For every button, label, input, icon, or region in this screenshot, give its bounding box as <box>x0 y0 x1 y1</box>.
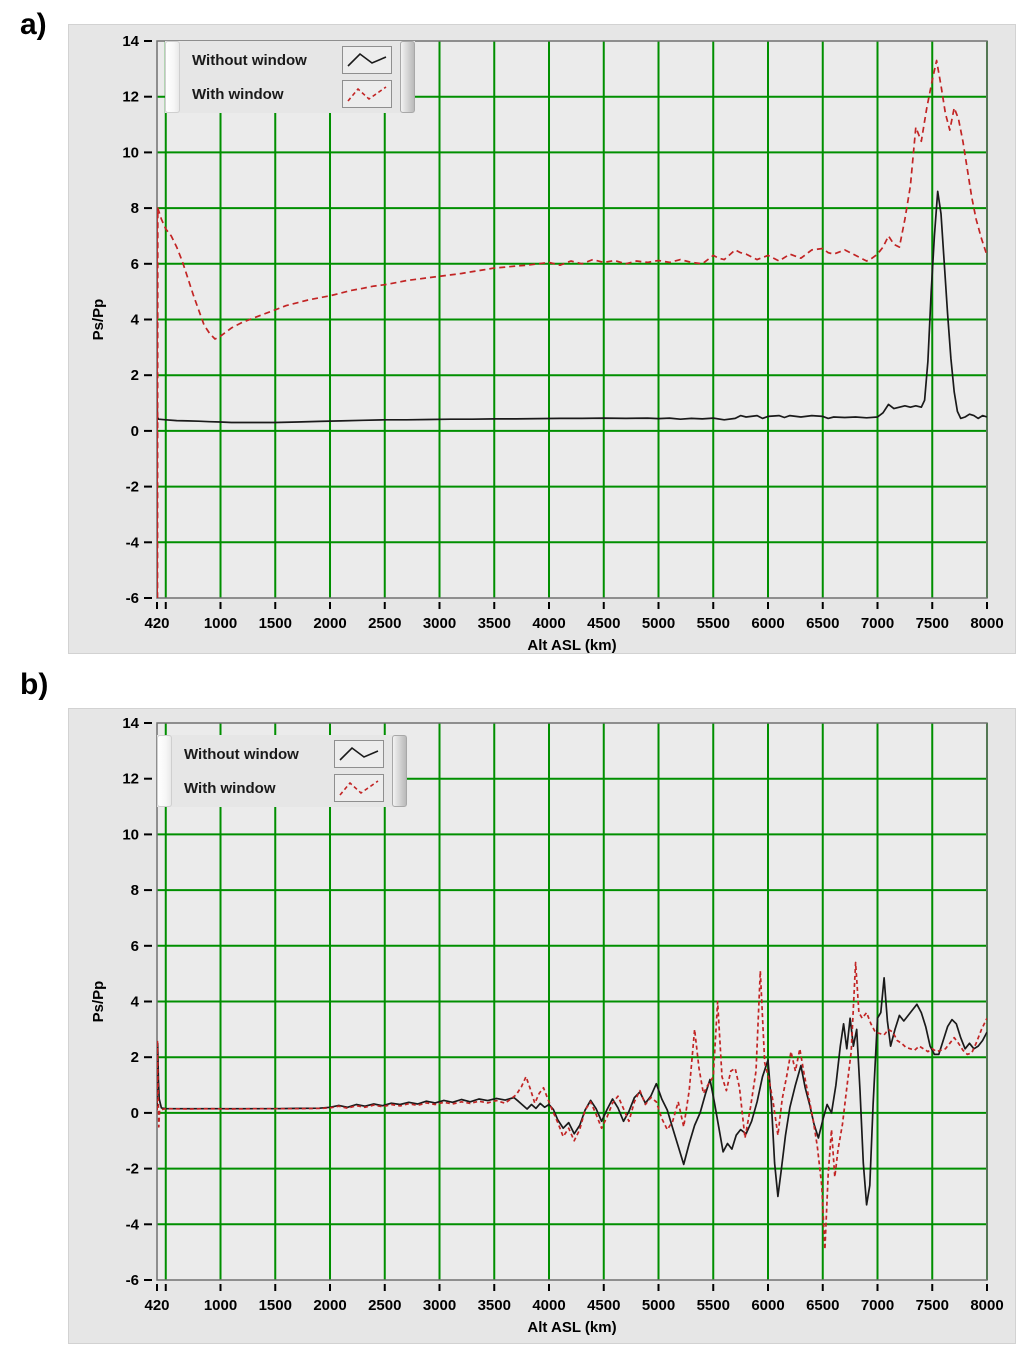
chart-panel-b <box>68 708 1016 1344</box>
svg-text:6500: 6500 <box>806 615 840 632</box>
svg-text:7000: 7000 <box>860 615 895 632</box>
legend-scroll-cap-right <box>400 41 415 113</box>
svg-text:420: 420 <box>144 615 170 632</box>
svg-text:2000: 2000 <box>313 615 347 632</box>
legend-line-sample-solid <box>342 46 392 74</box>
svg-text:2500: 2500 <box>368 615 402 632</box>
svg-text:5000: 5000 <box>641 615 676 632</box>
svg-text:8000: 8000 <box>970 1297 1004 1314</box>
svg-text:3500: 3500 <box>477 1297 511 1314</box>
svg-text:4500: 4500 <box>587 1297 621 1314</box>
svg-text:6000: 6000 <box>751 1297 785 1314</box>
svg-text:7500: 7500 <box>915 615 949 632</box>
svg-text:1000: 1000 <box>203 1297 238 1314</box>
svg-text:8: 8 <box>130 882 139 900</box>
svg-text:Ps/Pp: Ps/Pp <box>90 980 107 1023</box>
svg-text:5500: 5500 <box>696 615 730 632</box>
legend-line-sample-dashed <box>342 80 392 108</box>
svg-text:-4: -4 <box>125 534 139 552</box>
svg-text:3000: 3000 <box>422 615 457 632</box>
legend-item-with-window[interactable] <box>176 772 384 804</box>
svg-text:5000: 5000 <box>641 1297 676 1314</box>
figure-label-b: b) <box>20 668 49 701</box>
legend-rows <box>172 735 388 807</box>
svg-text:2: 2 <box>130 1049 139 1067</box>
legend-rows <box>180 41 396 113</box>
svg-text:12: 12 <box>122 88 139 106</box>
svg-text:4000: 4000 <box>532 615 566 632</box>
svg-text:1000: 1000 <box>203 615 238 632</box>
legend-label: Without window <box>192 51 307 69</box>
svg-text:4000: 4000 <box>532 1297 566 1314</box>
svg-text:Alt ASL (km): Alt ASL (km) <box>527 637 617 653</box>
svg-text:8: 8 <box>130 200 139 218</box>
svg-text:2000: 2000 <box>313 1297 347 1314</box>
svg-text:7000: 7000 <box>860 1297 895 1314</box>
plot-legend-a <box>165 41 415 113</box>
svg-text:4: 4 <box>130 311 139 329</box>
svg-text:14: 14 <box>122 715 139 732</box>
svg-text:Ps/Pp: Ps/Pp <box>90 298 107 341</box>
svg-text:-6: -6 <box>125 590 139 607</box>
svg-text:8000: 8000 <box>970 615 1004 632</box>
svg-text:1500: 1500 <box>258 1297 292 1314</box>
svg-text:6000: 6000 <box>751 615 785 632</box>
legend-line-sample-solid <box>334 740 384 768</box>
legend-scroll-cap-left <box>165 41 180 113</box>
svg-text:0: 0 <box>130 1104 139 1122</box>
figure-label-a: a) <box>20 8 47 41</box>
svg-text:3500: 3500 <box>477 615 511 632</box>
legend-line-sample-dashed <box>334 774 384 802</box>
legend-item-without-window[interactable] <box>184 44 392 76</box>
svg-text:-2: -2 <box>125 478 139 496</box>
svg-text:0: 0 <box>130 422 139 440</box>
svg-text:10: 10 <box>122 826 139 844</box>
svg-text:-6: -6 <box>125 1272 139 1289</box>
svg-text:2500: 2500 <box>368 1297 402 1314</box>
svg-text:2: 2 <box>130 367 139 385</box>
svg-text:6: 6 <box>130 255 139 273</box>
svg-text:4: 4 <box>130 993 139 1011</box>
legend-label: With window <box>184 779 276 797</box>
svg-text:6500: 6500 <box>806 1297 840 1314</box>
svg-text:-4: -4 <box>125 1216 139 1234</box>
legend-item-without-window[interactable] <box>176 738 384 770</box>
svg-text:4500: 4500 <box>587 615 621 632</box>
svg-text:3000: 3000 <box>422 1297 457 1314</box>
legend-label: Without window <box>184 745 299 763</box>
chart-panel-a <box>68 24 1016 654</box>
legend-scroll-cap-right <box>392 735 407 807</box>
svg-text:-2: -2 <box>125 1160 139 1178</box>
svg-text:14: 14 <box>122 33 139 50</box>
svg-text:12: 12 <box>122 770 139 788</box>
svg-text:Alt ASL (km): Alt ASL (km) <box>527 1319 617 1336</box>
legend-item-with-window[interactable] <box>184 78 392 110</box>
chart-a-plot <box>69 25 1015 653</box>
legend-label: With window <box>192 85 284 103</box>
svg-text:1500: 1500 <box>258 615 292 632</box>
svg-text:7500: 7500 <box>915 1297 949 1314</box>
svg-text:10: 10 <box>122 144 139 162</box>
svg-text:6: 6 <box>130 937 139 955</box>
plot-legend-b <box>157 735 407 807</box>
svg-text:5500: 5500 <box>696 1297 730 1314</box>
svg-text:420: 420 <box>144 1297 170 1314</box>
legend-scroll-cap-left <box>157 735 172 807</box>
